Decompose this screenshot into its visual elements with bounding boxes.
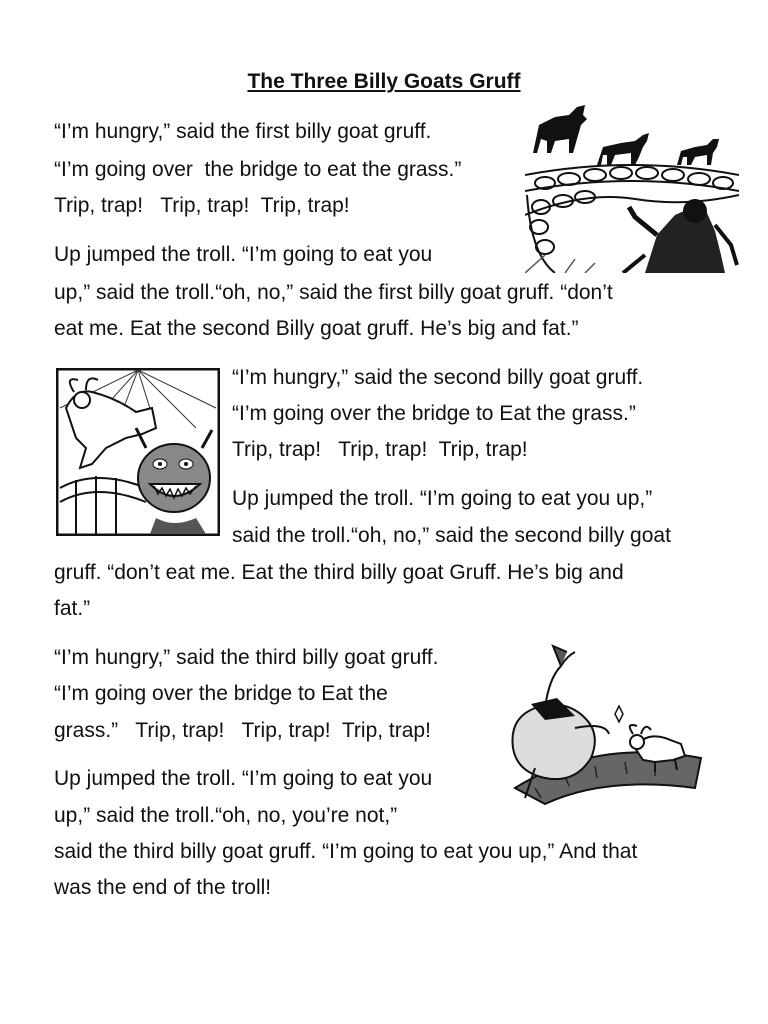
story-line: Up jumped the troll. “I’m going to eat you xyxy=(54,243,433,266)
troll-falling-illustration xyxy=(505,638,705,808)
story-line: up,” said the troll.“oh, no,” said the first billy goat gruff. “don’t xyxy=(54,281,613,304)
goats-bridge-illustration xyxy=(525,95,739,273)
story-line: “I’m hungry,” said the third billy goat gruff. xyxy=(54,646,439,669)
page-title: The Three Billy Goats Gruff xyxy=(247,70,521,93)
story-line: said the troll.“oh, no,” said the second billy goat xyxy=(232,524,671,547)
story-line: “I’m going over the bridge to eat the grass.” xyxy=(54,158,462,181)
story-line: “I’m hungry,” said the first billy goat gruff. xyxy=(54,120,432,143)
story-line: “I’m hungry,” said the second billy goat gruff. xyxy=(232,366,644,389)
story-line: up,” said the troll.“oh, no, you’re not,” xyxy=(54,804,398,827)
story-line: said the third billy goat gruff. “I’m going to eat you up,” And that xyxy=(54,840,638,863)
goat-troll-woodcut-illustration xyxy=(56,368,220,536)
story-line: Up jumped the troll. “I’m going to eat you xyxy=(54,767,433,790)
story-line: eat me. Eat the second Billy goat gruff. He’s big and fat.” xyxy=(54,317,579,340)
story-line: grass.” Trip, trap! Trip, trap! Trip, trap! xyxy=(54,719,431,742)
story-line: gruff. “don’t eat me. Eat the third billy goat Gruff. He’s big and xyxy=(54,561,624,584)
story-line: “I’m going over the bridge to Eat the xyxy=(54,682,388,705)
story-line: “I’m going over the bridge to Eat the grass.” xyxy=(232,402,636,425)
story-line: was the end of the troll! xyxy=(54,876,272,899)
story-line: Up jumped the troll. “I’m going to eat you up,” xyxy=(232,487,653,510)
story-line: Trip, trap! Trip, trap! Trip, trap! xyxy=(232,438,528,461)
story-line: Trip, trap! Trip, trap! Trip, trap! xyxy=(54,194,350,217)
story-line: fat.” xyxy=(54,597,91,620)
